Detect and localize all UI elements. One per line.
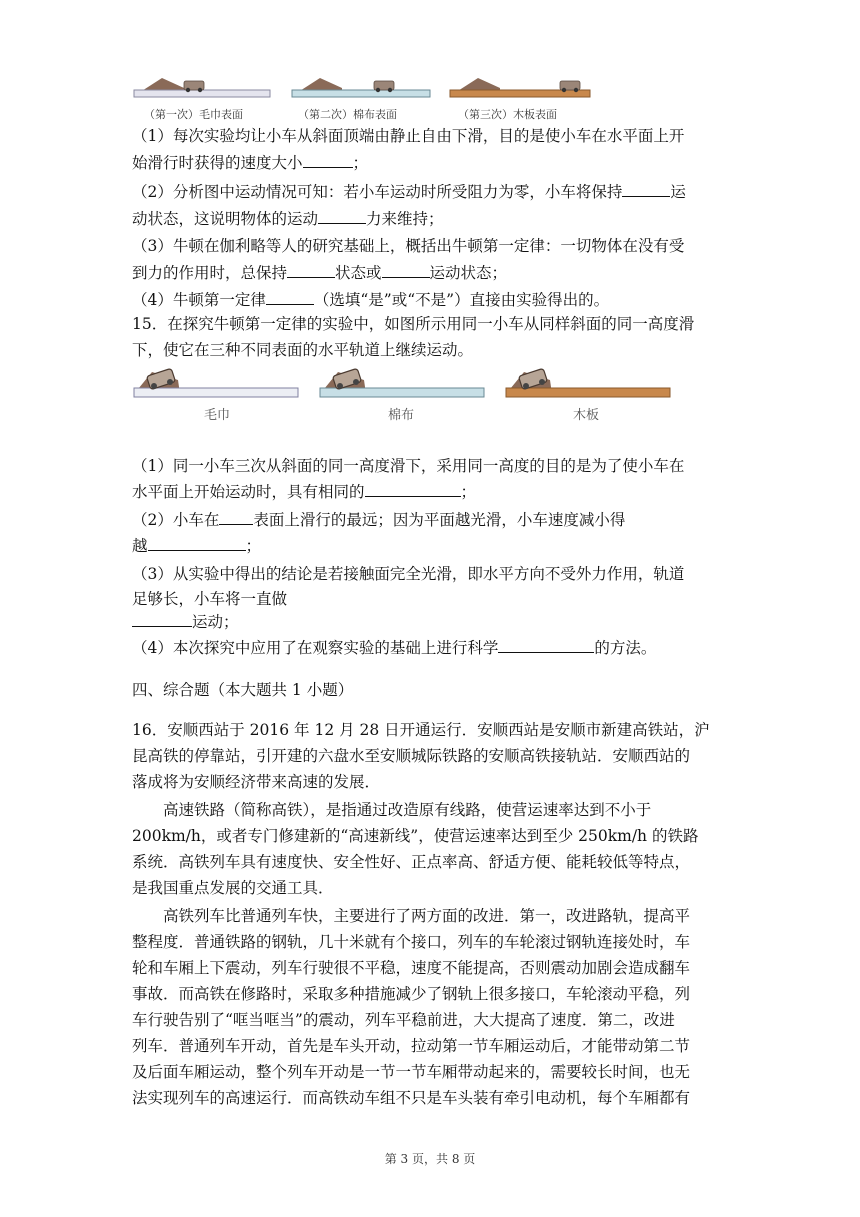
ramp-cloth-small	[292, 78, 430, 97]
answer-blank[interactable]	[287, 263, 335, 278]
answer-blank[interactable]	[382, 263, 430, 278]
q15-item2-line1: （2）小车在 表面上滑行的最远；因为平面越光滑，小车速度减小得	[132, 511, 626, 529]
figure2-label-wood: 木板	[573, 408, 600, 423]
q16-line: 系统．高铁列车具有速度快、安全性好、正点率高、舒适方便、能耗较低等特点，	[132, 853, 691, 871]
figure1-caption-1: （第一次）毛巾表面	[144, 108, 243, 121]
figure1-caption-3: （第三次）木板表面	[458, 108, 557, 121]
q14-item3-line1: （3）牛顿在伽利略等人的研究基础上，概括出牛顿第一定律：一切物体在没有受	[132, 237, 685, 255]
q16-line: 车行驶告别了“哐当哐当”的震动，列车平稳前进，大大提高了速度．第二，改进	[132, 1011, 675, 1029]
figure2-label-towel: 毛巾	[204, 408, 231, 423]
q15-item3-line3: 运动；	[132, 612, 239, 632]
q15-item1-line1: （1）同一小车三次从斜面的同一高度滑下，采用同一高度的目的是为了使小车在	[132, 457, 685, 475]
answer-blank[interactable]	[365, 482, 461, 497]
answer-blank[interactable]	[266, 290, 314, 305]
figure-surfaces-small	[132, 72, 592, 106]
ramp-wood-small	[450, 78, 590, 97]
q15-intro-line1: 15．在探究牛顿第一定律的实验中，如图所示用同一小车从同样斜面的同一高度滑	[132, 315, 695, 333]
page-footer: 第 3 页，共 8 页	[384, 1152, 476, 1166]
ramps-small-svg	[132, 72, 592, 106]
q16-line: 高速铁路（简称高铁），是指通过改造原有线路，使营运速率达到不小于	[132, 801, 652, 819]
answer-blank[interactable]	[622, 182, 670, 197]
q16-line: 整程度．普通铁路的钢轨，几十米就有个接口，列车的车轮滚过钢轨连接处时，车	[132, 933, 691, 951]
q16-line: 及后面车厢运动，整个列车开动是一节一节车厢带动起来的，需要较长时间，也无	[132, 1063, 691, 1081]
q16-line: 高铁列车比普通列车快，主要进行了两方面的改进．第一，改进路轨，提高平	[132, 907, 691, 925]
section-heading: 四、综合题（本大题共 1 小题）	[132, 681, 354, 699]
ramp-wood-large	[506, 368, 670, 397]
figure2-label-cloth: 棉布	[388, 408, 415, 423]
q15-item4: （4）本次探究中应用了在观察实验的基础上进行科学 的方法。	[132, 639, 657, 657]
q14-item4: （4）牛顿第一定律 （选填“是”或“不是”）直接由实验得出的。	[132, 291, 610, 309]
figure-surfaces-large	[132, 364, 672, 404]
q15-item1-line2: 水平面上开始运动时，具有相同的 ；	[132, 483, 477, 501]
q16-line: 16．安顺西站于 2016 年 12 月 28 日开通运行．安顺西站是安顺市新建高铁站，沪	[132, 721, 710, 739]
q16-line: 200km/h，或者专门修建新的“高速新线”，使营运速率达到至少 250km/h 的铁路	[132, 827, 699, 845]
q16-line: 事故．而高铁在修路时，采取多种措施减少了钢轨上很多接口，车轮滚动平稳，列	[132, 985, 691, 1003]
q16-line: 轮和车厢上下震动，列车行驶很不平稳，速度不能提高，否则震动加剧会造成翻车	[132, 959, 691, 977]
ramps-large-svg	[132, 364, 672, 404]
q15-intro-line2: 下，使它在三种不同表面的水平轨道上继续运动。	[132, 341, 474, 359]
figure1-caption-2: （第二次）棉布表面	[298, 108, 397, 121]
q14-item1-line1: （1）每次实验均让小车从斜面顶端由静止自由下滑，目的是使小车在水平面上开	[132, 127, 685, 145]
ramp-cloth-large	[320, 368, 484, 397]
q14-item3-line2: 到力的作用时，总保持 状态或 运动状态；	[132, 264, 508, 282]
q16-line: 是我国重点发展的交通工具．	[132, 879, 334, 897]
ramp-towel-small	[134, 78, 270, 97]
ramp-towel-large	[134, 368, 298, 397]
q16-line: 昆高铁的停靠站，引开建的六盘水至安顺城际铁路的安顺高铁接轨站．安顺西站的	[132, 747, 691, 765]
answer-blank[interactable]	[318, 209, 366, 224]
q14-item2-line1: （2）分析图中运动情况可知：若小车运动时所受阻力为零，小车将保持 运	[132, 183, 686, 201]
answer-blank[interactable]	[303, 153, 353, 168]
q15-item3-line1: （3）从实验中得出的结论是若接触面完全光滑，即水平方向不受外力作用，轨道	[132, 565, 685, 583]
q16-line: 落成将为安顺经济带来高速的发展．	[132, 773, 381, 791]
q16-line: 列车．普通列车开动，首先是车头开动，拉动第一节车厢运动后，才能带动第二节	[132, 1037, 691, 1055]
q14-item2-line2: 动状态，这说明物体的运动 力来维持；	[132, 210, 444, 228]
q15-item2-line2: 越 ；	[132, 537, 262, 555]
answer-blank[interactable]	[132, 612, 192, 627]
q16-line: 法实现列车的高速运行．而高铁动车组不只是车头装有牵引电动机，每个车厢都有	[132, 1089, 691, 1107]
answer-blank[interactable]	[219, 510, 253, 525]
q14-item1-line2: 始滑行时获得的速度大小 ；	[132, 154, 369, 172]
answer-blank[interactable]	[148, 536, 246, 551]
answer-blank[interactable]	[498, 638, 594, 653]
q15-item3-line2: 足够长，小车将一直做	[132, 590, 288, 608]
